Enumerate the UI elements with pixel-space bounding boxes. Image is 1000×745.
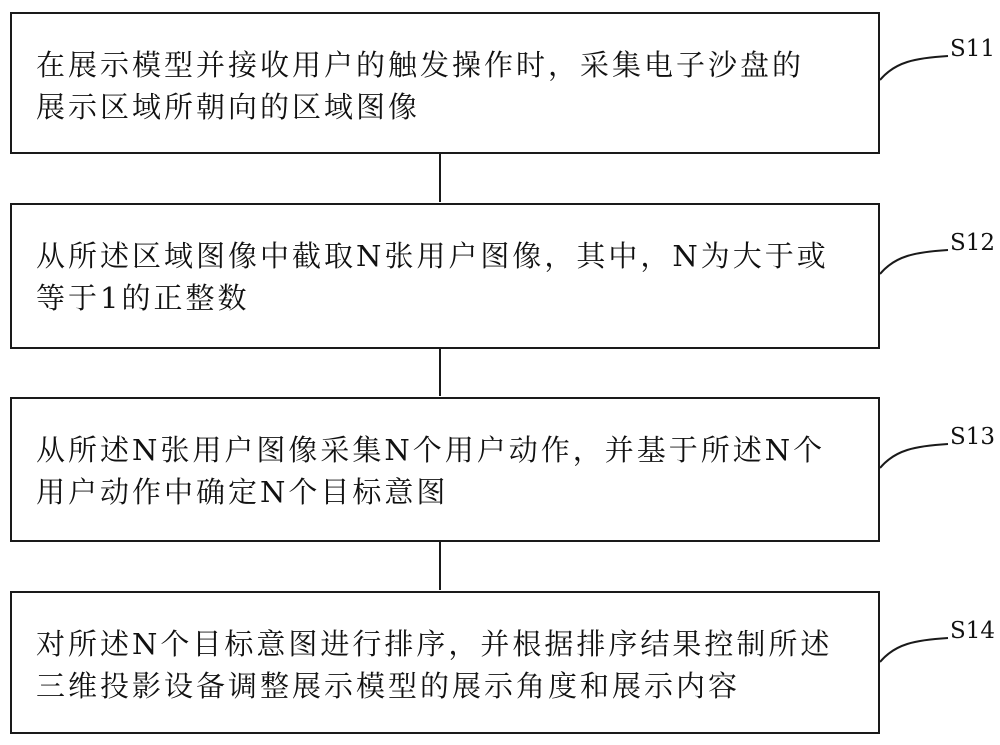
step-text-s12-line2: 等于1的正整数 xyxy=(36,281,250,315)
step-text-s14 xyxy=(36,623,876,707)
step-label-s13: S13 xyxy=(950,424,996,450)
step-label-s12: S12 xyxy=(950,230,996,256)
leader-line-s13 xyxy=(880,444,948,468)
step-text-s14-line1: 对所述N个目标意图进行排序，并根据排序结果控制所述 xyxy=(36,627,833,661)
leader-line-s11 xyxy=(880,56,948,80)
step-text-s12-line1: 从所述区域图像中截取N张用户图像，其中，N为大于或 xyxy=(36,239,829,273)
step-label-s11: S11 xyxy=(950,36,996,62)
step-text-s12 xyxy=(36,235,876,319)
step-text-s11 xyxy=(36,44,876,128)
step-box-s11 xyxy=(10,12,880,154)
step-box-s12 xyxy=(10,203,880,349)
leader-line-s14 xyxy=(880,638,948,662)
step-text-s11-line2: 展示区域所朝向的区域图像 xyxy=(36,90,421,124)
step-label-s14: S14 xyxy=(950,618,996,644)
step-text-s13-line1: 从所述N张用户图像采集N个用户动作，并基于所述N个 xyxy=(36,433,826,467)
step-box-s13 xyxy=(10,397,880,542)
step-text-s13 xyxy=(36,429,876,513)
step-box-s14 xyxy=(10,591,880,734)
step-text-s14-line2: 三维投影设备调整展示模型的展示角度和展示内容 xyxy=(36,669,741,703)
step-text-s13-line2: 用户动作中确定N个目标意图 xyxy=(36,475,449,509)
leader-line-s12 xyxy=(880,250,948,274)
step-text-s11-line1: 在展示模型并接收用户的触发操作时，采集电子沙盘的 xyxy=(36,48,805,82)
